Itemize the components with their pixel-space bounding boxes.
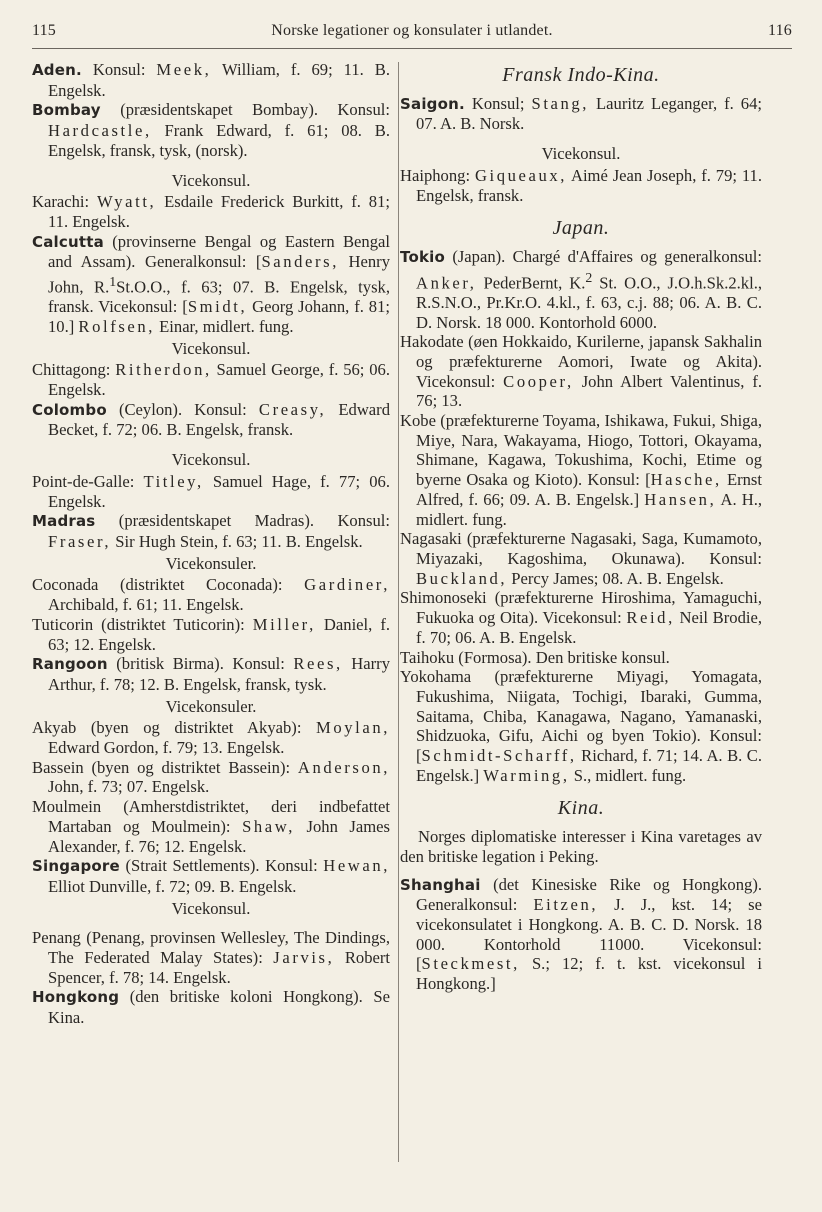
- page-header: [32, 22, 792, 44]
- entry-madras: Madras (præsidentskapet Madras). Konsul: Fraser, Sir Hugh Stein, f. 63; 11. B. Engelsk.: [32, 511, 390, 551]
- city-tokio: Tokio: [400, 247, 445, 266]
- section-heading-kina: Kina.: [557, 797, 605, 820]
- entry-shimonoseki: Shimonoseki (præfekturerne Hiroshima, Yamaguchi, Fukuoka og Oita). Vicekonsul: Reid, Neil Brodie, f. 70; 06. A. B. Engelsk.: [400, 588, 762, 647]
- entry-hakodate: Hakodate (øen Hokkaido, Kurilerne, japansk Sakhalin og præfekturerne Aomori, Iwate og Akita). Vicekonsul: Cooper, John Albert Valentinus, f. 76; 13.: [400, 332, 762, 411]
- entry-moulmein: Moulmein (Amherstdistriktet, deri indbefattet Martaban og Moulmein): Shaw, John James Alexander, f. 76; 12. Engelsk.: [32, 797, 390, 856]
- city-calcutta: Calcutta: [32, 232, 104, 251]
- entry-rangoon: Rangoon (britisk Birma). Konsul: Rees, Harry Arthur, f. 78; 12. B. Engelsk, fransk, tysk.: [32, 654, 390, 694]
- entry-bombay: Bombay (præsidentskapet Bombay). Konsul: Hardcastle, Frank Edward, f. 61; 08. B. Engelsk, fransk, tysk, (norsk).: [32, 100, 390, 160]
- city-hongkong: Hongkong: [32, 988, 120, 1007]
- city-shanghai: Shanghai: [400, 875, 481, 894]
- entry-penang: Penang (Penang, provinsen Wellesley, The Dindings, The Federated Malay States): Jarvis, Robert Spencer, f. 78; 14. Engelsk.: [32, 928, 390, 987]
- running-title: Norske legationer og konsulater i utlandet.: [271, 22, 553, 39]
- right-column: [400, 60, 762, 994]
- subheading-vicekonsul: Vicekonsul.: [171, 898, 251, 918]
- entry-karachi: Karachi: Wyatt, Esdaile Frederick Burkitt, f. 81; 11. Engelsk.: [32, 192, 390, 231]
- entry-akyab: Akyab (byen og distriktet Akyab): Moylan, Edward Gordon, f. 79; 13. Engelsk.: [32, 718, 390, 758]
- city-colombo: Colombo: [32, 400, 107, 419]
- section-heading-indokina: Fransk Indo-Kina.: [502, 64, 660, 86]
- city-saigon: Saigon.: [400, 94, 465, 113]
- entry-calcutta: Calcutta (provinserne Bengal og Eastern Bengal and Assam). Generalkonsul: [Sanders, Henry John, R.$^1$St.O.O., f. 63; 07. B. Engelsk, tysk, fransk. Vicekonsul: [Smidt, Georg Johann, f. 81; 10.] Rolfsen, Einar, midlert. fung.: [32, 231, 390, 336]
- city-aden: Aden.: [32, 61, 82, 79]
- column-divider: [398, 62, 399, 1162]
- entry-point-de-galle: Point-de-Galle: Titley, Samuel Hage, f. 77; 06. Engelsk.: [32, 471, 390, 511]
- entry-haiphong: Haiphong: Giqueaux, Aimé Jean Joseph, f. 79; 11. Engelsk, fransk.: [400, 165, 763, 205]
- city-bombay: Bombay: [32, 101, 101, 120]
- left-column: [32, 60, 390, 1028]
- entry-hongkong: Hongkong (den britiske koloni Hongkong). Se Kina.: [32, 987, 390, 1028]
- subheading-vicekonsul: Vicekonsul.: [541, 144, 621, 164]
- subheading-vicekonsuler: Vicekonsuler.: [165, 696, 257, 716]
- header-rule: [32, 48, 792, 49]
- entry-chittagong: Chittagong: Ritherdon, Samuel George, f. 56; 06. Engelsk.: [32, 360, 390, 400]
- entry-nagasaki: Nagasaki (præfekturerne Nagasaki, Saga, Kumamoto, Miyazaki, Kagoshima, Okunawa). Konsul: Buckland, Percy James; 08. A. B. Engelsk.: [400, 529, 762, 588]
- section-heading-japan: Japan.: [552, 217, 610, 240]
- city-singapore: Singapore: [32, 857, 120, 876]
- entry-bassein: Bassein (byen og distriktet Bassein): Anderson, John, f. 73; 07. Engelsk.: [32, 757, 390, 797]
- entry-saigon: Saigon. Konsul; Stang, Lauritz Leganger, f. 64; 07. A. B. Norsk.: [400, 93, 763, 134]
- subheading-vicekonsuler: Vicekonsuler.: [165, 553, 257, 573]
- subheading-vicekonsul: Vicekonsul.: [171, 338, 251, 358]
- subheading-vicekonsul: Vicekonsul.: [171, 450, 251, 470]
- entry-tokio: Tokio (Japan). Chargé d'Affaires og generalkonsul: Anker, PederBernt, K.$^2$ St. O.O., J.O.h.Sk.2.kl., R.S.N.O., Pr.Kr.O. 4.kl., f. 63, c.j. 88; 06. A. B. C. D. Norsk. 18 000. Kontorhold 6000.: [400, 246, 762, 332]
- page-number-left: 115: [32, 22, 57, 39]
- entry-yokohama: Yokohama (præfekturerne Miyagi, Yomagata, Fukushima, Niigata, Tochigi, Ibaraki, Gumma, Saitama, Chiba, Kanagawa, Nagano, Yamanaski, Shidzuoka, Gifu, Aichi og byen Tokio). Konsul: [Schmidt-Scharff, Richard, f. 71; 14. A. B. C. Engelsk.] Warming, S., midlert. fung.: [400, 667, 762, 785]
- entry-colombo: Colombo (Ceylon). Konsul: Creasy, Edward Becket, f. 72; 06. B. Engelsk, fransk.: [32, 399, 390, 440]
- entry-aden: Aden. Konsul: Meek, William, f. 69; 11. B. Engelsk.: [32, 60, 390, 100]
- entry-coconada: Coconada (distriktet Coconada): Gardiner, Archibald, f. 61; 11. Engelsk.: [32, 575, 390, 615]
- subheading-vicekonsul: Vicekonsul.: [171, 170, 251, 190]
- entry-kobe: Kobe (præfekturerne Toyama, Ishikawa, Fukui, Shiga, Miye, Nara, Wakayama, Hiogo, Tottori, Okayama, Shimane, Kagawa, Tokushima, Kochi, Etime og byerne Osaka og Kioto). Konsul: [Hasche, Ernst Alfred, f. 66; 09. A. B. Engelsk.] Hansen, A. H., midlert. fung.: [400, 411, 763, 529]
- page-number-right: 116: [767, 22, 792, 39]
- city-rangoon: Rangoon: [32, 655, 108, 674]
- entry-singapore: Singapore (Strait Settlements). Konsul: Hewan, Elliot Dunville, f. 72; 09. B. Engelsk.: [32, 856, 390, 896]
- kina-note: Norges diplomatiske interesser i Kina varetages av den britiske legation i Peking.: [400, 827, 762, 866]
- entry-tuticorin: Tuticorin (distriktet Tuticorin): Miller, Daniel, f. 63; 12. Engelsk.: [32, 614, 390, 654]
- entry-taihoku: Taihoku (Formosa). Den britiske konsul.: [400, 647, 670, 667]
- city-madras: Madras: [32, 512, 96, 531]
- entry-shanghai: Shanghai (det Kinesiske Rike og Hongkong). Generalkonsul: Eitzen, J. J., kst. 14; se vicekonsulatet i Hongkong. A. B. C. D. Norsk. 18 000. Kontorhold 11000. Vicekonsul: [Steckmest, S.; 12; f. t. kst. vicekonsul i Hongkong.]: [400, 874, 762, 994]
